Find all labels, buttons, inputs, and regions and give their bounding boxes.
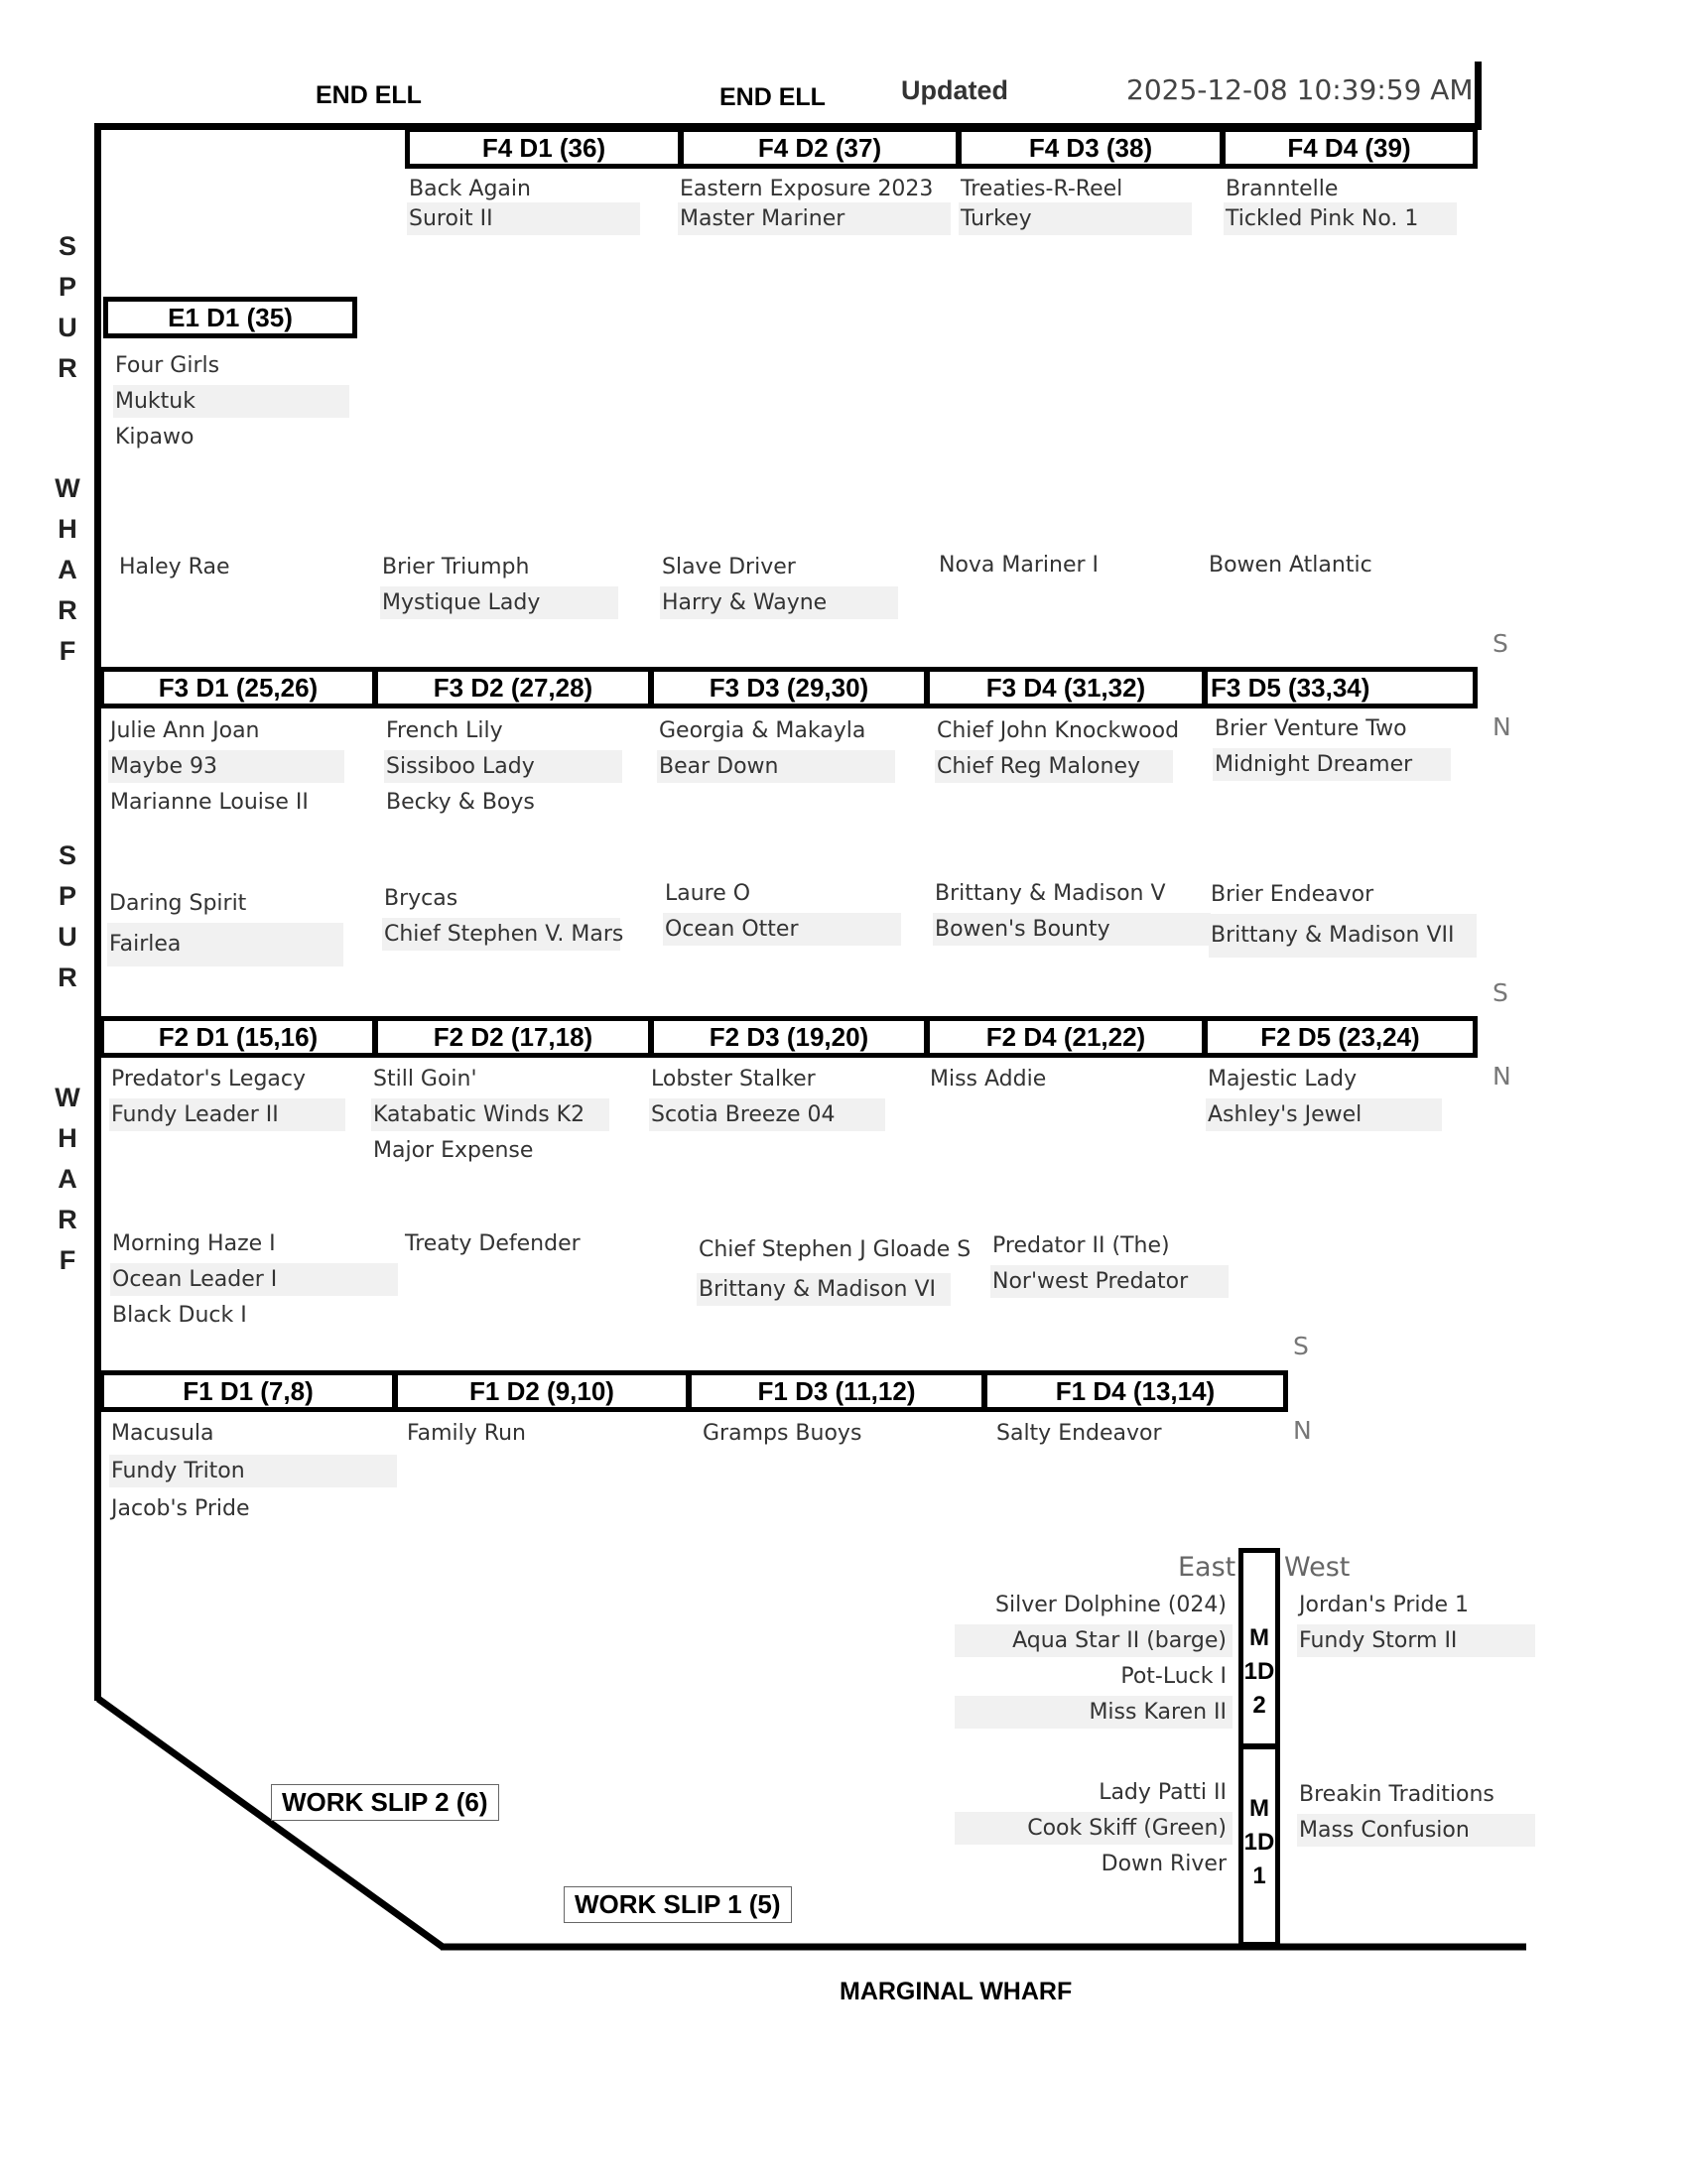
boat-f2d2-s1: Still Goin' [373,1067,477,1092]
boat-m1d2-w1: Jordan's Pride 1 [1299,1593,1470,1617]
boat-f1d2-n1: Treaty Defender [405,1231,581,1256]
boat-f2d2-n1: Brycas [384,886,458,911]
boat-m1d2-e1: Silver Dolphine (024) [995,1593,1227,1617]
boat-f3d4-s1: Chief John Knockwood [937,718,1180,743]
dock-f3-d5[interactable]: F3 D5 (33,34) [1203,667,1478,708]
boat-f3d2-n1: Brier Triumph [382,555,530,579]
boat-m1d1-e3: Down River [1101,1852,1227,1876]
dock-f2-d4[interactable]: F2 D4 (21,22) [925,1016,1207,1058]
boat-m1d1-w2: Mass Confusion [1297,1814,1535,1847]
boat-f2d2-s2: Katabatic Winds K2 [371,1098,609,1131]
boat-f1d1-s2: Fundy Triton [109,1455,397,1487]
boat-f3d4-s2: Chief Reg Maloney [935,750,1173,783]
boat-f3d3-n2: Harry & Wayne [660,586,898,619]
boat-e1d1-3: Kipawo [115,425,195,450]
boat-f1d1-n3: Black Duck I [112,1303,247,1328]
f1-south-marker: S [1293,1332,1309,1360]
boat-f3d5-s1: Brier Venture Two [1215,716,1407,741]
boat-e1d1-1: Four Girls [115,353,220,378]
boat-f2d1-n2: Fairlea [107,923,343,966]
dock-f3-d3[interactable]: F3 D3 (29,30) [649,667,929,708]
f3-south-marker: S [1493,629,1508,658]
boat-f4d3-2: Turkey [959,202,1192,235]
dock-f2-d1[interactable]: F2 D1 (15,16) [99,1016,377,1058]
boat-f2d5-s1: Majestic Lady [1208,1067,1358,1092]
boat-f2d1-n1: Daring Spirit [109,891,247,916]
f2-south-marker: S [1493,978,1508,1007]
boat-f3d1-n1: Haley Rae [119,555,230,579]
boat-f1d1-n2: Ocean Leader I [110,1263,398,1296]
boat-m1d2-w2: Fundy Storm II [1297,1624,1535,1657]
boat-f1d3-n1: Chief Stephen J Gloade S [699,1237,972,1262]
boat-f4d2-2: Master Mariner [678,202,951,235]
m1d1-label: M 1D 1 [1243,1795,1275,1889]
dock-f3-d1[interactable]: F3 D1 (25,26) [99,667,377,708]
boat-f1d4-n2: Nor'west Predator [990,1265,1229,1298]
dock-f3-d2[interactable]: F3 D2 (27,28) [373,667,653,708]
boat-f3d2-s1: French Lily [386,718,503,743]
boat-m1d2-e2: Aqua Star II (barge) [955,1624,1233,1657]
dock-f4-d2[interactable]: F4 D2 (37) [679,127,961,169]
boat-f1d3-s1: Gramps Buoys [703,1421,862,1446]
dock-f1-d3[interactable]: F1 D3 (11,12) [687,1370,986,1412]
boat-f3d3-n1: Slave Driver [662,555,796,579]
update-timestamp: 2025-12-08 10:39:59 AM [1126,73,1474,106]
west-label: West [1284,1552,1351,1583]
f1-north-marker: N [1293,1416,1312,1445]
boat-f2d3-s1: Lobster Stalker [651,1067,816,1092]
boat-f3d3-s1: Georgia & Makayla [659,718,866,743]
work-slip-2[interactable]: WORK SLIP 2 (6) [271,1784,499,1821]
dock-f2-d2[interactable]: F2 D2 (17,18) [373,1016,653,1058]
boat-f4d4-2: Tickled Pink No. 1 [1224,202,1457,235]
boat-m1d1-e1: Lady Patti II [1099,1780,1227,1805]
boat-f3d1-s2: Maybe 93 [108,750,344,783]
dock-f4-d1[interactable]: F4 D1 (36) [405,127,683,169]
dock-f2-d5[interactable]: F2 D5 (23,24) [1203,1016,1478,1058]
dock-f1-d1[interactable]: F1 D1 (7,8) [99,1370,397,1412]
spur-label-bottom: S P U R [58,840,77,992]
boat-f2d2-s3: Major Expense [373,1138,534,1163]
end-ell-right-label: END ELL [719,83,826,111]
boat-f3d5-s2: Midnight Dreamer [1213,748,1451,781]
boat-e1d1-2: Muktuk [113,385,349,418]
boat-f2d3-n2: Ocean Otter [663,913,901,946]
dock-f1-d4[interactable]: F1 D4 (13,14) [982,1370,1288,1412]
work-slip-1[interactable]: WORK SLIP 1 (5) [564,1886,792,1923]
f3-north-marker: N [1493,712,1511,741]
spur-label-top: S P U R [58,231,77,383]
marginal-wharf-label: MARGINAL WHARF [840,1978,1073,2005]
dock-f4-d3[interactable]: F4 D3 (38) [957,127,1225,169]
boat-f2d4-n2: Bowen's Bounty [933,913,1211,946]
boat-f1d1-s3: Jacob's Pride [111,1496,250,1521]
boat-m1d2-e3: Pot-Luck I [1120,1664,1227,1689]
boat-f4d3-1: Treaties-R-Reel [961,177,1123,201]
m1-divider [1238,1743,1280,1749]
diagonal-wharf-edge [98,1699,443,1947]
boat-f2d5-n1: Brier Endeavor [1211,882,1374,907]
boat-f2d5-s2: Ashley's Jewel [1206,1098,1442,1131]
boat-f3d3-s2: Bear Down [657,750,895,783]
dock-f1-d2[interactable]: F1 D2 (9,10) [393,1370,691,1412]
boat-f1d2-s1: Family Run [407,1421,526,1446]
wharf-label-top: W H A R F [55,473,80,666]
boat-f3d1-s3: Marianne Louise II [110,790,309,815]
boat-f2d3-s2: Scotia Breeze 04 [649,1098,885,1131]
boat-f1d1-n1: Morning Haze I [112,1231,276,1256]
boat-f4d1-1: Back Again [409,177,531,201]
boat-f4d4-1: Branntelle [1226,177,1339,201]
dock-e1-d1[interactable]: E1 D1 (35) [103,297,357,338]
boat-f1d4-s1: Salty Endeavor [996,1421,1162,1446]
boat-f3d2-n2: Mystique Lady [380,586,618,619]
boat-f2d1-s2: Fundy Leader II [109,1098,345,1131]
dock-f3-d4[interactable]: F3 D4 (31,32) [925,667,1207,708]
end-ell-left-label: END ELL [316,81,422,109]
m1d2-label: M 1D 2 [1243,1624,1275,1719]
boat-f3d2-s2: Sissiboo Lady [384,750,622,783]
boat-f4d1-2: Suroit II [407,202,640,235]
boat-m1d1-e2: Cook Skiff (Green) [955,1812,1233,1845]
boat-f2d3-n1: Laure O [665,881,751,906]
boat-f1d1-s1: Macusula [111,1421,214,1446]
boat-f2d5-n2: Brittany & Madison VII [1209,914,1477,958]
boat-f3d2-s3: Becky & Boys [386,790,535,815]
boat-f2d4-n1: Brittany & Madison V [935,881,1166,906]
boat-f2d4-s1: Miss Addie [930,1067,1047,1092]
boat-f3d4-n1: Nova Mariner I [939,553,1100,578]
boat-m1d1-w1: Breakin Traditions [1299,1782,1494,1807]
dock-f4-d4[interactable]: F4 D4 (39) [1221,127,1478,169]
boat-f2d1-s1: Predator's Legacy [111,1067,307,1092]
boat-f3d5-n1: Bowen Atlantic [1209,553,1372,578]
east-label: East [1178,1552,1236,1583]
wharf-label-bottom: W H A R F [55,1083,80,1275]
boat-f4d2-1: Eastern Exposure 2023 [680,177,934,201]
boat-f1d4-n1: Predator II (The) [992,1233,1170,1258]
boat-m1d2-e4: Miss Karen II [955,1696,1233,1729]
boat-f2d2-n2: Chief Stephen V. Mars [382,918,620,951]
boat-f1d3-n2: Brittany & Madison VI [697,1273,951,1306]
updated-label: Updated [901,75,1008,105]
boat-f3d1-s1: Julie Ann Joan [110,718,260,743]
f2-north-marker: N [1493,1062,1511,1091]
dock-f2-d3[interactable]: F2 D3 (19,20) [649,1016,929,1058]
